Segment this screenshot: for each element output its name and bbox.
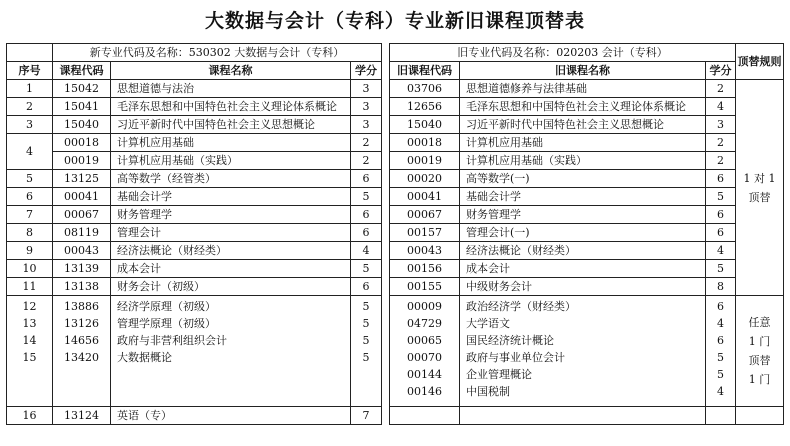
- row-new-code: 00043: [53, 242, 111, 260]
- row-new-credit: 6: [351, 224, 382, 242]
- row-old-code: 00156: [390, 260, 460, 278]
- row-old-code: 00067: [390, 206, 460, 224]
- group-line: 国民经济统计概论: [466, 334, 554, 347]
- row-new-code: 13125: [53, 170, 111, 188]
- table-row: [7, 80, 784, 98]
- group-line: 13420: [64, 351, 99, 364]
- table-row: [7, 278, 784, 296]
- row-old-code: [390, 407, 460, 425]
- row-new-credit: 5: [351, 260, 382, 278]
- group-line: 政治经济学（财经类）: [466, 300, 576, 313]
- row-new-code: 00067: [53, 206, 111, 224]
- row-seq: 10: [7, 260, 53, 278]
- document-title: 大数据与会计（专科）专业新旧课程顶替表: [204, 10, 585, 32]
- group-line: 4: [717, 385, 724, 398]
- row-old-name: 管理会计(一): [460, 224, 706, 242]
- row-old-credit: 8: [706, 278, 736, 296]
- row-new-credit: 4: [351, 242, 382, 260]
- group-old-name: [460, 296, 706, 407]
- row-old-credit: 4: [706, 242, 736, 260]
- row-seq: 6: [7, 188, 53, 206]
- table-row: [7, 152, 784, 170]
- row-old-credit: 3: [706, 116, 736, 134]
- row-old-code: 00019: [390, 152, 460, 170]
- col-seq: 序号: [7, 62, 53, 80]
- row-old-credit: 4: [706, 98, 736, 116]
- group-old-credit: [706, 296, 736, 407]
- row-seq: 7: [7, 206, 53, 224]
- group-line: 13886: [64, 300, 99, 313]
- table-row: [7, 188, 784, 206]
- group-line: 5: [362, 300, 370, 313]
- group-line: 13126: [64, 317, 99, 330]
- row-new-name: 习近平新时代中国特色社会主义思想概论: [111, 116, 351, 134]
- row-new-name: 高等数学（经管类）: [111, 170, 351, 188]
- row-old-credit: 2: [706, 152, 736, 170]
- group-line: 15: [22, 351, 37, 364]
- row-seq: 16: [7, 407, 53, 425]
- row-old-name: 计算机应用基础（实践）: [460, 152, 706, 170]
- group-line: 00144: [407, 368, 442, 381]
- row-old-code: 12656: [390, 98, 460, 116]
- table-row: [7, 407, 784, 425]
- table-row: [7, 134, 784, 152]
- row-old-code: 00157: [390, 224, 460, 242]
- group-line: 6: [717, 300, 724, 313]
- rule-one-to-one: 1 对 1 顶替: [736, 80, 784, 296]
- row-new-code: 00018: [53, 134, 111, 152]
- group-line: 13: [22, 317, 37, 330]
- row-new-name: 财务管理学: [111, 206, 351, 224]
- group-line: 5: [717, 351, 724, 364]
- row-new-credit: 2: [351, 152, 382, 170]
- group-new-code: [53, 296, 111, 407]
- row-new-name: 成本会计: [111, 260, 351, 278]
- row-new-name: 经济法概论（财经类）: [111, 242, 351, 260]
- row-old-code: 15040: [390, 116, 460, 134]
- row-old-code: 00043: [390, 242, 460, 260]
- row-old-name: 毛泽东思想和中国特色社会主义理论体系概论: [460, 98, 706, 116]
- group-line: 5: [362, 351, 370, 364]
- row-new-name: 思想道德与法治: [111, 80, 351, 98]
- group-line: 管理学原理（初级）: [117, 317, 216, 330]
- group-line: 政府与非营利组织会计: [117, 334, 227, 347]
- row-old-name: 成本会计: [460, 260, 706, 278]
- row-new-name: 英语（专）: [111, 407, 351, 425]
- row-old-credit: 5: [706, 188, 736, 206]
- row-old-code: 00041: [390, 188, 460, 206]
- col-new-code: 课程代码: [53, 62, 111, 80]
- row-old-name: 计算机应用基础: [460, 134, 706, 152]
- table-row: [7, 206, 784, 224]
- group-line: 04729: [407, 317, 442, 330]
- row-new-credit: 5: [351, 188, 382, 206]
- row-old-code: 00155: [390, 278, 460, 296]
- col-old-name: 旧课程名称: [460, 62, 706, 80]
- row-old-code: 00018: [390, 134, 460, 152]
- group-line: 00065: [407, 334, 442, 347]
- col-old-code: 旧课程代码: [390, 62, 460, 80]
- row-old-name: [460, 407, 706, 425]
- rule-header: 顶替规则: [736, 44, 784, 80]
- row-new-code: 08119: [53, 224, 111, 242]
- group-row: [7, 296, 784, 407]
- table-row: [7, 170, 784, 188]
- table-row: [7, 242, 784, 260]
- table-row: [7, 116, 784, 134]
- group-old-code: [390, 296, 460, 407]
- row-new-name: 计算机应用基础: [111, 134, 351, 152]
- row-new-credit: 2: [351, 134, 382, 152]
- row-seq: 8: [7, 224, 53, 242]
- row-new-code: 13139: [53, 260, 111, 278]
- group-line: 大学语文: [466, 317, 510, 330]
- row-seq: 2: [7, 98, 53, 116]
- row-new-credit: 6: [351, 206, 382, 224]
- row-new-name: 基础会计学: [111, 188, 351, 206]
- group-new-credit: [351, 296, 382, 407]
- group-line: 大数据概论: [117, 351, 172, 364]
- row-old-name: 高等数学(一): [460, 170, 706, 188]
- table-row: [7, 98, 784, 116]
- group-line: 政府与事业单位会计: [466, 351, 565, 364]
- row-new-name: 管理会计: [111, 224, 351, 242]
- row-new-credit: 6: [351, 278, 382, 296]
- row-new-code: 13138: [53, 278, 111, 296]
- row-old-name: 思想道德修养与法律基础: [460, 80, 706, 98]
- row-old-credit: 5: [706, 260, 736, 278]
- row-old-credit: 6: [706, 170, 736, 188]
- column-header-row: [7, 62, 784, 80]
- group-line: 4: [717, 317, 724, 330]
- row-new-credit: 6: [351, 170, 382, 188]
- row-old-code: 00020: [390, 170, 460, 188]
- row-new-code: 00019: [53, 152, 111, 170]
- group-line: 14656: [64, 334, 99, 347]
- group-line: 00146: [407, 385, 442, 398]
- col-new-name: 课程名称: [111, 62, 351, 80]
- row-old-credit: 2: [706, 134, 736, 152]
- table-row: [7, 260, 784, 278]
- group-line: 14: [22, 334, 37, 347]
- row-new-code: 15042: [53, 80, 111, 98]
- row-seq: 9: [7, 242, 53, 260]
- row-rule: [736, 407, 784, 425]
- group-line: 企业管理概论: [466, 368, 532, 381]
- group-line: 00070: [407, 351, 442, 364]
- row-old-credit: 2: [706, 80, 736, 98]
- major-header-row: [7, 44, 784, 62]
- table-row: [7, 224, 784, 242]
- group-new-name: [111, 296, 351, 407]
- row-old-credit: [706, 407, 736, 425]
- row-new-credit: 3: [351, 80, 382, 98]
- group-line: 00009: [407, 300, 442, 313]
- row-new-name: 财务会计（初级）: [111, 278, 351, 296]
- row-new-code: 13124: [53, 407, 111, 425]
- row-new-name: 计算机应用基础（实践）: [111, 152, 351, 170]
- group-line: 中国税制: [466, 385, 510, 398]
- group-line: 5: [362, 334, 370, 347]
- row-old-name: 经济法概论（财经类）: [460, 242, 706, 260]
- row-new-code: 15040: [53, 116, 111, 134]
- row-new-credit: 3: [351, 116, 382, 134]
- group-line: 5: [717, 368, 724, 381]
- group-line: 经济学原理（初级）: [117, 300, 216, 313]
- row-seq: 5: [7, 170, 53, 188]
- group-line: 12: [22, 300, 37, 313]
- new-major-label: 新专业代码及名称：530302 大数据与会计（专科）: [53, 44, 382, 62]
- row-old-name: 财务管理学: [460, 206, 706, 224]
- group-line: 5: [362, 317, 370, 330]
- row-new-credit: 3: [351, 98, 382, 116]
- row-new-code: 00041: [53, 188, 111, 206]
- course-replacement-table: [6, 43, 784, 425]
- rule-any-one: 任意 1 门 顶替 1 门: [736, 296, 784, 407]
- col-old-credit: 学分: [706, 62, 736, 80]
- row-old-code: 03706: [390, 80, 460, 98]
- row-seq: 4: [7, 134, 53, 170]
- row-old-name: 中级财务会计: [460, 278, 706, 296]
- group-new-seq: [7, 296, 53, 407]
- old-major-label: 旧专业代码及名称：020203 会计（专科）: [390, 44, 736, 62]
- row-new-credit: 7: [351, 407, 382, 425]
- row-seq: 11: [7, 278, 53, 296]
- group-line: 6: [717, 334, 724, 347]
- row-seq: 3: [7, 116, 53, 134]
- row-old-credit: 6: [706, 206, 736, 224]
- row-seq: 1: [7, 80, 53, 98]
- row-old-name: 基础会计学: [460, 188, 706, 206]
- col-new-credit: 学分: [351, 62, 382, 80]
- row-old-credit: 6: [706, 224, 736, 242]
- row-old-name: 习近平新时代中国特色社会主义思想概论: [460, 116, 706, 134]
- row-new-code: 15041: [53, 98, 111, 116]
- row-new-name: 毛泽东思想和中国特色社会主义理论体系概论: [111, 98, 351, 116]
